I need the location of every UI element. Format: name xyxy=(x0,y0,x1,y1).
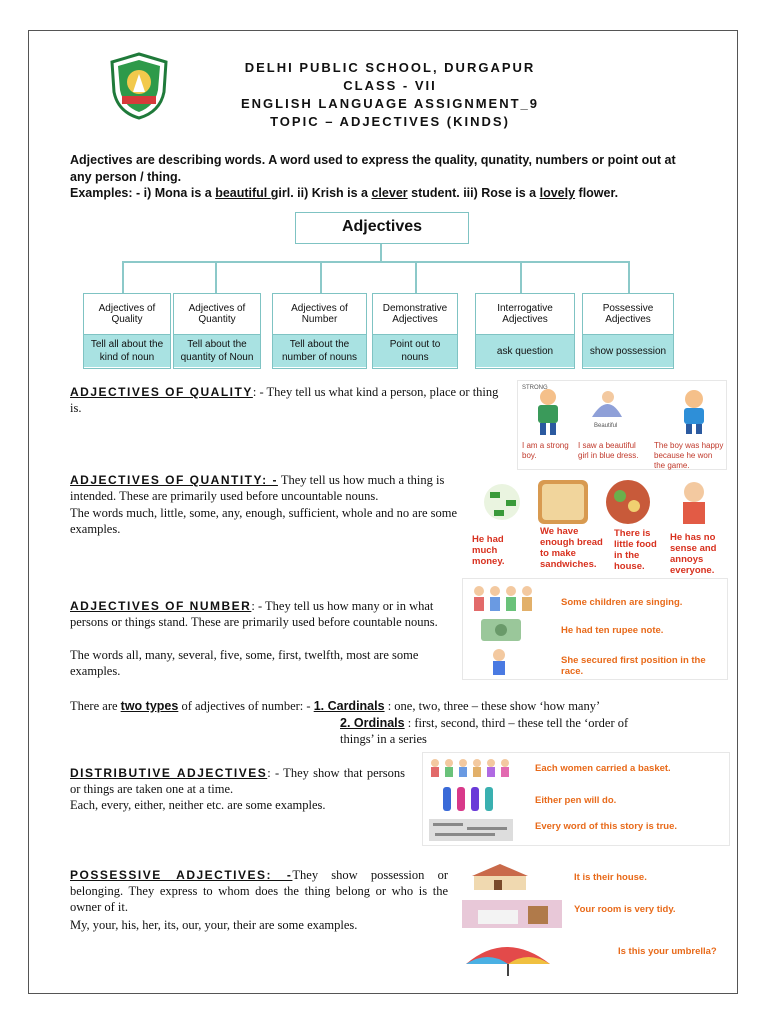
distributive-section: DISTRIBUTIVE ADJECTIVES: - They show that persons or things are taken one at a time. xyxy=(70,766,406,796)
box-name: Adjectives of Quantity xyxy=(174,294,260,334)
example-lovely: lovely xyxy=(539,186,576,200)
distributive-examples: Each, every, either, neither etc. are some examples. xyxy=(70,798,326,812)
chart-box-demonstrative xyxy=(372,293,458,369)
quantity-illustration xyxy=(472,474,728,582)
number-pictures-icon xyxy=(463,579,553,679)
caption-strong: I am a strong boy. xyxy=(522,441,569,460)
caption-their: It is their house. xyxy=(574,872,647,883)
two-types: two types xyxy=(120,699,179,713)
quality-title: ADJECTIVES OF QUALITY xyxy=(70,385,253,399)
label-strong: STRONG xyxy=(522,385,548,391)
box-desc: ask question xyxy=(476,334,574,367)
intro-definition: Adjectives are describing words. A word used to express the quality, qunatity, numbers or point out at any person / thing. xyxy=(70,153,676,184)
class-label: CLASS - VII xyxy=(343,78,437,93)
number-examples: The words all, many, several, five, some, first, twelfth, most are some examples. xyxy=(70,648,419,678)
number-types: There are two types of adjectives of number: - 1. Cardinals : one, two, three – these show ‘how many’ xyxy=(70,699,601,713)
chart-title: Adjectives xyxy=(295,212,469,244)
chart-connector xyxy=(215,261,217,294)
chart-connector xyxy=(520,261,522,294)
chart-box-number xyxy=(272,293,367,369)
quantity-section: ADJECTIVES OF QUANTITY: - They tell us how much a thing is intended. These are primarily used before uncountable nouns. xyxy=(70,473,445,503)
box-desc: Tell all about the kind of noun xyxy=(84,334,170,367)
chart-box-quality xyxy=(83,293,171,369)
possessive-pictures-icon xyxy=(458,862,568,978)
school-name: DELHI PUBLIC SCHOOL, DURGAPUR xyxy=(244,60,536,75)
caption-happy: The boy was happy because he won the game. xyxy=(654,441,724,470)
distributive-title: DISTRIBUTIVE ADJECTIVES xyxy=(70,766,268,780)
caption-enough: We have enough bread to make sandwiches. xyxy=(540,526,603,570)
caption-either: Either pen will do. xyxy=(535,795,617,806)
distributive-illustration xyxy=(422,752,730,846)
cardinals-label: 1. Cardinals xyxy=(313,699,385,713)
box-name: Adjectives of Quality xyxy=(84,294,170,334)
assignment-title: ENGLISH LANGUAGE ASSIGNMENT_9 xyxy=(240,96,540,111)
label-beautiful: Beautiful xyxy=(594,423,618,429)
caption-each: Each women carried a basket. xyxy=(535,763,671,774)
example-beautiful: beautiful xyxy=(215,186,271,200)
possessive-section: POSSESSIVE ADJECTIVES: -They show possession or belonging. They express to whom does the thing belong or who is the owner of it. xyxy=(70,868,448,914)
chart-box-interrogative xyxy=(475,293,575,369)
topic-title: TOPIC – ADJECTIVES (KINDS) xyxy=(270,114,510,129)
quality-illustration xyxy=(517,380,727,470)
caption-much: He had much money. xyxy=(472,534,505,567)
possessive-examples: My, your, his, her, its, our, your, their are some examples. xyxy=(70,918,358,932)
chart-connector xyxy=(122,261,630,263)
number-title: ADJECTIVES OF NUMBER xyxy=(70,599,252,613)
caption-no: He has no sense and annoys everyone. xyxy=(670,532,717,576)
box-name: Possessive Adjectives xyxy=(583,294,673,334)
caption-umbrella: Is this your umbrella? xyxy=(618,946,717,957)
caption-your-room: Your room is very tidy. xyxy=(574,904,676,915)
quantity-pictures-icon xyxy=(472,474,728,534)
chart-connector xyxy=(415,261,417,294)
chart-box-quantity xyxy=(173,293,261,369)
box-name: Adjectives of Number xyxy=(273,294,366,334)
number-section: ADJECTIVES OF NUMBER: - They tell us how many or in what persons or things stand. These are primarily used before countable nouns. xyxy=(70,599,438,629)
box-desc: show possession xyxy=(583,334,673,367)
distributive-pictures-icon xyxy=(423,753,523,845)
caption-little: There is little food in the house. xyxy=(614,528,657,572)
chart-connector xyxy=(380,243,382,262)
box-name: Demonstrative Adjectives xyxy=(373,294,457,334)
caption-ten: He had ten rupee note. xyxy=(561,625,664,636)
possessive-illustration xyxy=(458,862,728,978)
ordinals-label: 2. Ordinals xyxy=(340,716,405,730)
intro-examples: Examples: - i) Mona is a beautiful girl. ii) Krish is a clever student. iii) Rose is a lovely flower. xyxy=(70,186,619,200)
box-desc: Tell about the number of nouns xyxy=(273,334,366,367)
quantity-title: ADJECTIVES OF QUANTITY: - xyxy=(70,473,278,487)
chart-connector xyxy=(320,261,322,294)
box-desc: Point out to nouns xyxy=(373,334,457,367)
ordinals-line-2: things’ in a series xyxy=(340,732,427,746)
quality-section: ADJECTIVES OF QUALITY: - They tell us what kind a person, place or thing is. xyxy=(70,385,499,415)
quantity-examples: The words much, little, some, any, enough, sufficient, whole and no are some examples. xyxy=(70,506,458,536)
ordinals-line: 2. Ordinals : first, second, third – these tell the ‘order of xyxy=(340,716,629,730)
possessive-title: POSSESSIVE ADJECTIVES: - xyxy=(70,868,293,882)
caption-beautiful: I saw a beautiful girl in blue dress. xyxy=(578,441,639,460)
caption-some: Some children are singing. xyxy=(561,597,683,608)
number-illustration xyxy=(462,578,728,680)
box-desc: Tell about the quantity of Noun xyxy=(174,334,260,367)
caption-first: She secured first position in the race. xyxy=(561,655,706,677)
chart-connector xyxy=(628,261,630,294)
box-name: Interrogative Adjectives xyxy=(476,294,574,334)
caption-every: Every word of this story is true. xyxy=(535,821,678,832)
chart-connector xyxy=(122,261,124,294)
chart-box-possessive xyxy=(582,293,674,369)
example-clever: clever xyxy=(371,186,408,200)
